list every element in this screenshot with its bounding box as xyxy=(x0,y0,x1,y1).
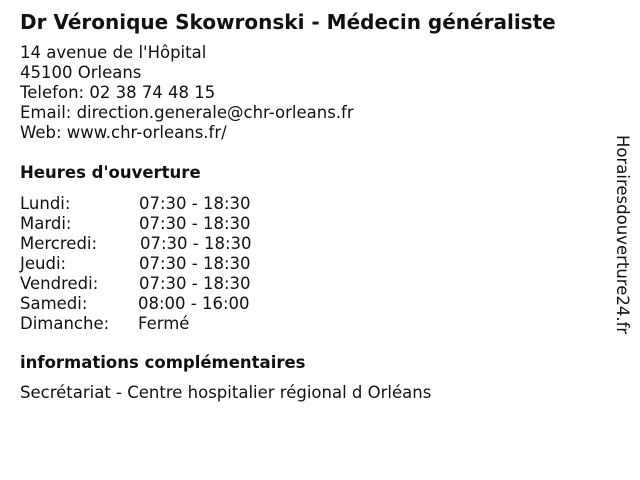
address-block xyxy=(20,43,354,143)
hours-day: Jeudi: xyxy=(20,254,67,273)
hours-day: Mercredi: xyxy=(20,234,98,253)
hours-time: 07:30 - 18:30 xyxy=(139,194,251,213)
address-city: 45100 Orleans xyxy=(20,63,142,82)
web-text: Web: www.chr-orleans.fr/ xyxy=(20,123,227,142)
page-title: Dr Véronique Skowronski - Médecin généraliste xyxy=(20,10,556,34)
hours-day: Lundi: xyxy=(20,194,71,213)
hours-day: Vendredi: xyxy=(20,274,99,293)
hours-time: 07:30 - 18:30 xyxy=(139,274,251,293)
additional-info-heading: informations complémentaires xyxy=(20,353,306,372)
hours-time: Fermé xyxy=(138,314,190,333)
hours-time: 07:30 - 18:30 xyxy=(140,234,252,253)
email-text: Email: direction.generale@chr-orleans.fr xyxy=(20,103,354,122)
address-street: 14 avenue de l'Hôpital xyxy=(20,43,207,62)
hours-time: 07:30 - 18:30 xyxy=(139,254,251,273)
hours-time: 07:30 - 18:30 xyxy=(139,214,251,233)
hours-day: Dimanche: xyxy=(20,314,110,333)
hours-day: Samedi: xyxy=(20,294,88,313)
watermark-text: Horairesdouverture24.fr xyxy=(613,135,632,335)
hours-time: 08:00 - 16:00 xyxy=(138,294,250,313)
hours-day: Mardi: xyxy=(20,214,72,233)
phone-text: Telefon: 02 38 74 48 15 xyxy=(20,83,216,102)
additional-info-text: Secrétariat - Centre hospitalier régional d Orléans xyxy=(20,383,432,402)
opening-hours-heading: Heures d'ouverture xyxy=(20,163,201,182)
